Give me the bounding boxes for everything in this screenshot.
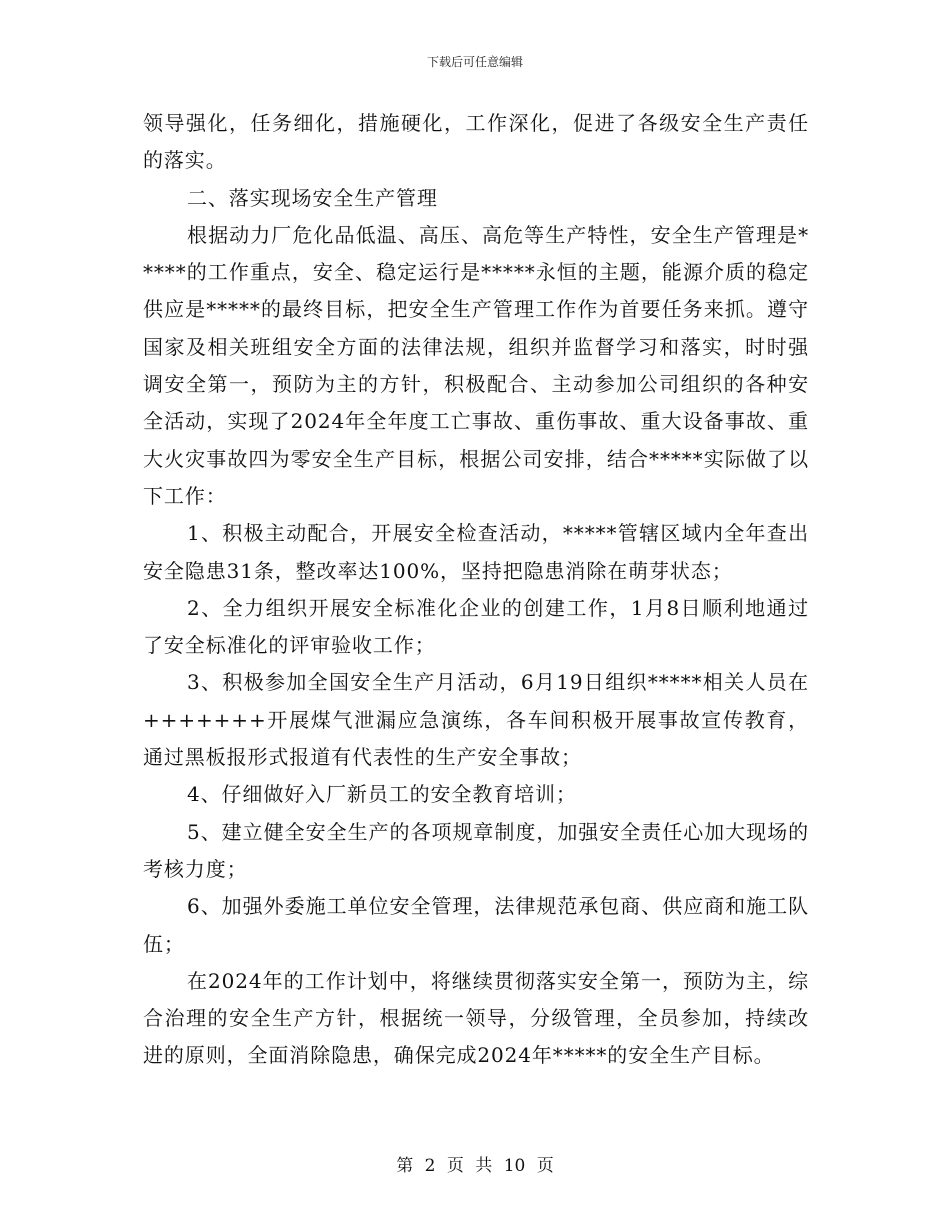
list-item-5: 5、建立健全安全生产的各项规章制度，加强安全责任心加大现场的考核力度； [143,819,809,881]
page-footer: 第 2 页 共 10 页 [396,1156,554,1176]
paragraph-1: 领导强化，任务细化，措施硬化，工作深化，促进了各级安全生产责任的落实。 [143,111,809,173]
list-item-6: 6、加强外委施工单位安全管理，法律规范承包商、供应商和施工队伍； [143,894,809,956]
closing-paragraph: 在2024年的工作计划中，将继续贯彻落实安全第一，预防为主，综合治理的安全生产方针，根据统一领导，分级管理，全员参加，持续改进的原则，全面消除隐患，确保完成2024年*****的安全生产目标。 [143,968,809,1068]
document-body [143,105,809,1075]
page-header: 下载后可任意编辑 [426,55,523,69]
list-item-2: 2、全力组织开展安全标准化企业的创建工作，1月8日顺利地通过了安全标准化的评审验收工作； [143,595,809,658]
paragraph-3: 根据动力厂危化品低温、高压、高危等生产特性，安全生产管理是*****的工作重点，安全、稳定运行是*****永恒的主题，能源介质的稳定供应是*****的最终目标，把安全生产管理工作作为首要任务来抓。遵守国家及相关班组安全方面的法律法规，组织并监督学习和落实，时时强调安全第一，预防为主的方针，积极配合、主动参加公司组织的各种安全活动，实现了2024年全年度工亡事故、重伤事故、重大设备事故、重大火灾事故四为零安全生产目标，根据公司安排，结合*****实际做了以下工作： [143,222,809,508]
list-item-1: 1、积极主动配合，开展安全检查活动，*****管辖区域内全年查出安全隐患31条，整改率达100%，坚持把隐患消除在萌芽状态； [143,521,809,583]
section-heading: 二、落实现场安全生产管理 [187,185,438,210]
list-item-4: 4、仔细做好入厂新员工的安全教育培训； [187,782,577,807]
list-item-3: 3、积极参加全国安全生产月活动，6月19日组织*****相关人员在+++++++开展煤气泄漏应急演练，各车间积极开展事故宣传教育，通过黑板报形式报道有代表性的生产安全事故； [143,670,809,770]
